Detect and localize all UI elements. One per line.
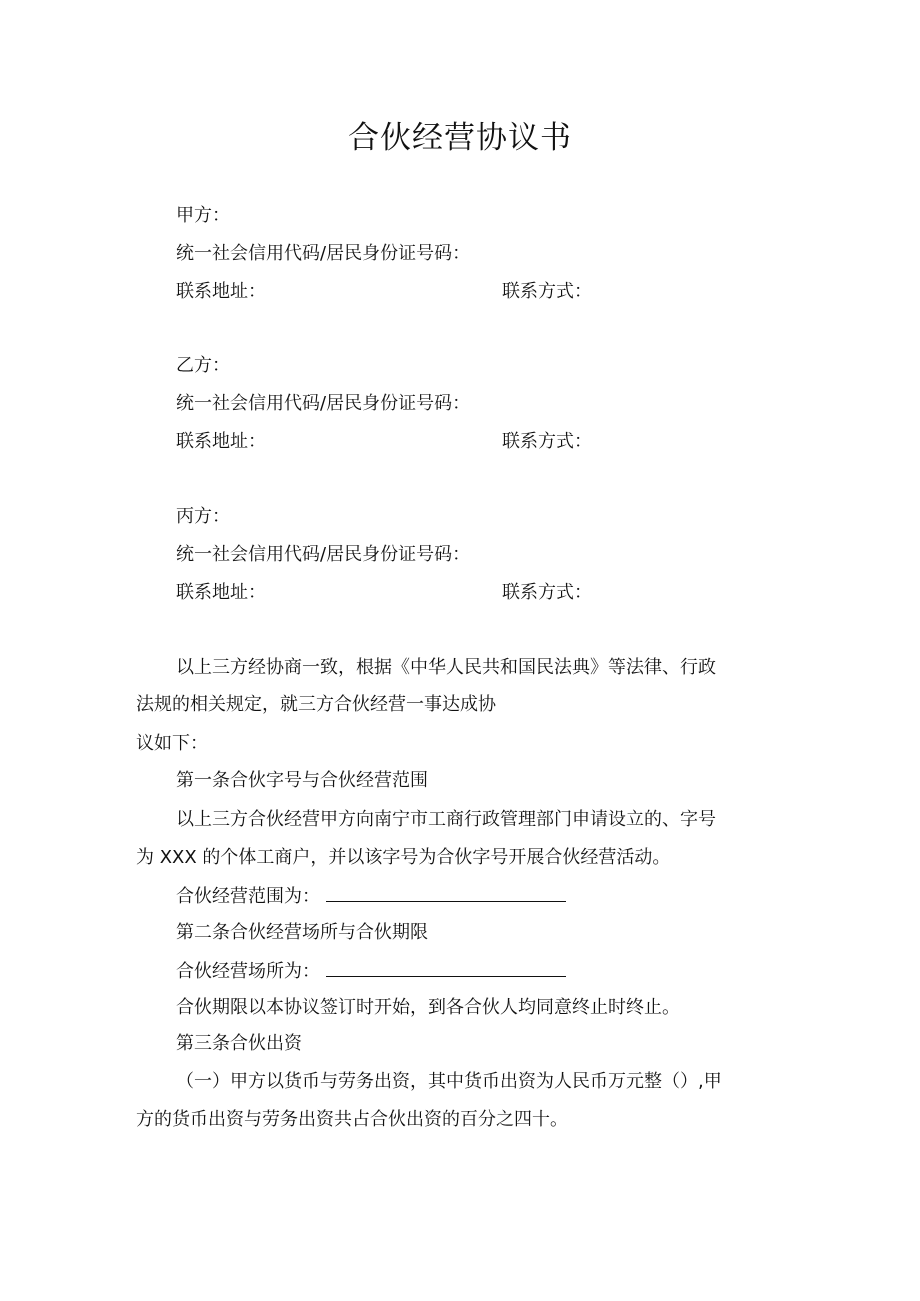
party-a-code-label: 统一社会信用代码/居民身份证号码： <box>176 243 471 264</box>
party-b-contact-label: 联系方式： <box>502 431 592 452</box>
party-c-address-label: 联系地址： <box>176 582 266 603</box>
scope-blank-line <box>326 883 566 902</box>
article-1-heading: 第一条合伙字号与合伙经营范围 <box>176 770 428 791</box>
article-3-item-1-line-1: （一）甲方以货币与劳务出资，其中货币出资为人民币万元整（）,甲 <box>176 1071 722 1092</box>
party-b-code-label: 统一社会信用代码/居民身份证号码： <box>176 393 471 414</box>
place-label: 合伙经营场所为： <box>176 961 320 982</box>
party-a-name-label: 甲方： <box>176 205 230 226</box>
party-a-address-label: 联系地址： <box>176 281 266 302</box>
party-c-contact-label: 联系方式： <box>502 582 592 603</box>
article-1-body-line-1: 以上三方合伙经营甲方向南宁市工商行政管理部门申请设立的、字号 <box>176 809 716 830</box>
article-2-heading: 第二条合伙经营场所与合伙期限 <box>176 922 428 943</box>
document-title: 合伙经营协议书 <box>348 120 572 156</box>
scope-label: 合伙经营范围为： <box>176 886 320 907</box>
place-field <box>176 958 566 985</box>
preamble-line-2: 法规的相关规定，就三方合伙经营一事达成协 <box>136 694 496 715</box>
article-3-item-1-line-2: 方的货币出资与劳务出资共占合伙出资的百分之四十。 <box>136 1109 568 1130</box>
article-3-heading: 第三条合伙出资 <box>176 1033 302 1054</box>
preamble-line-3: 议如下： <box>136 733 208 754</box>
scope-field <box>176 883 566 910</box>
place-blank-line <box>326 958 566 977</box>
party-a-contact-label: 联系方式： <box>502 281 592 302</box>
party-c-name-label: 丙方： <box>176 506 230 527</box>
preamble-line-1: 以上三方经协商一致，根据《中华人民共和国民法典》等法律、行政 <box>176 657 716 678</box>
article-1-body-line-2: 为 XXX 的个体工商户，并以该字号为合伙字号开展合伙经营活动。 <box>136 847 671 868</box>
party-b-address-label: 联系地址： <box>176 431 266 452</box>
party-b-name-label: 乙方： <box>176 355 230 376</box>
article-2-term-text: 合伙期限以本协议签订时开始，到各合伙人均同意终止时终止。 <box>176 997 680 1018</box>
party-c-code-label: 统一社会信用代码/居民身份证号码： <box>176 544 471 565</box>
